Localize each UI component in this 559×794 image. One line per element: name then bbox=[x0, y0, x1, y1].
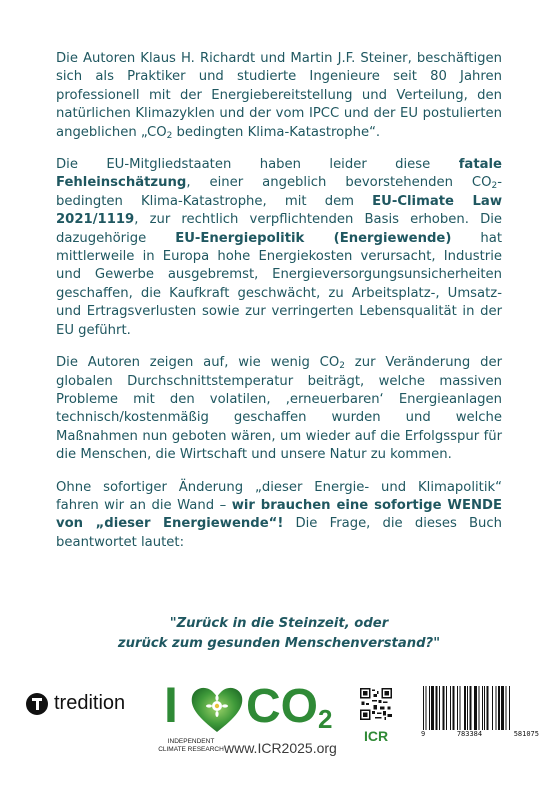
text-run: Ohne sofortiger Änderung „dieser Energie- und Klimapolitik“ fahren wir an die Wand – bbox=[56, 479, 502, 513]
blurb-text bbox=[56, 50, 502, 566]
heart-globe-icon bbox=[189, 684, 245, 734]
co2-wordmark bbox=[246, 682, 332, 744]
icr-caption bbox=[158, 738, 224, 754]
subscript: 2 bbox=[339, 361, 345, 372]
barcode-bar bbox=[474, 686, 477, 730]
barcode-bar bbox=[439, 686, 440, 730]
barcode-bar bbox=[467, 686, 468, 730]
tredition-logo-icon bbox=[26, 693, 48, 715]
icr-mini-logo: ICR bbox=[364, 728, 389, 744]
paragraph bbox=[56, 156, 502, 340]
paragraph bbox=[56, 50, 502, 142]
barcode-bar bbox=[459, 686, 460, 730]
text-run: -bedingten Klima-Katastrophe, mit dem bbox=[56, 175, 502, 209]
subscript: 2 bbox=[166, 130, 173, 141]
barcode-bar bbox=[423, 686, 424, 730]
quote-line-2: zurück zum gesunden Menschenverstand?" bbox=[117, 636, 441, 651]
barcode-bar bbox=[484, 686, 485, 730]
text-run: Die EU-Mitgliedstaaten haben leider diese bbox=[56, 157, 459, 173]
quote-line-1: "Zurück in die Steinzeit, oder bbox=[169, 616, 389, 631]
closing-question bbox=[56, 614, 502, 654]
barcode-bar bbox=[498, 686, 500, 730]
icr-caption-line-2: CLIMATE RESEARCH bbox=[158, 746, 224, 753]
publisher-name: tredition bbox=[54, 692, 126, 714]
barcode-bar bbox=[487, 686, 489, 730]
text-run: zur Veränderung der globalen Durchschnittstemperatur beiträgt, welche massiven Probleme mit den volatilen, ‚erneuerbaren‘ Energieanlagen technisch/kostenmäßig geschaffen wurden und welche Maßnahmen nun geboten wären, um wieder auf die Erfolgsspur für die Menschen, die Wirtschaft und unsere Natur zu kommen. bbox=[56, 355, 502, 463]
isbn-digit-group-3: 581075 bbox=[513, 730, 539, 738]
icr-caption-line-1: INDEPENDENT bbox=[167, 738, 215, 745]
paragraph bbox=[56, 479, 502, 553]
emphasis-text: EU-Climate Law 2021/1119 bbox=[56, 193, 502, 228]
barcode-icon bbox=[421, 686, 539, 730]
i-letter: I bbox=[164, 677, 178, 733]
text-run: , einer angeblich bevorstehenden CO bbox=[186, 175, 492, 191]
barcode-bar bbox=[495, 686, 496, 730]
text-run: bedingten Klima-Katastrophe“. bbox=[172, 124, 381, 140]
barcode-bar bbox=[464, 686, 466, 730]
barcode-bar bbox=[457, 686, 458, 730]
text-run: Die Frage, die dieses Buch beantwortet lautet: bbox=[56, 516, 502, 550]
emphasis-text: EU-Energiepolitik (Energiewende) bbox=[175, 230, 452, 246]
barcode-bar bbox=[506, 686, 507, 730]
barcode-bar bbox=[431, 686, 434, 730]
emphasis-text: wir brauchen eine sofortige WENDE von „dieser Energiewende“! bbox=[56, 497, 502, 532]
barcode-bar bbox=[446, 686, 447, 730]
isbn-digit-group-2: 783384 bbox=[456, 730, 483, 738]
barcode-bar bbox=[482, 686, 483, 730]
text-run: , zur rechtlich verpflichtenden Basis erhoben. Die dazugehörige bbox=[56, 212, 502, 246]
barcode-bar bbox=[509, 686, 510, 730]
icr-logo bbox=[158, 677, 358, 768]
barcode-bar bbox=[450, 686, 451, 730]
paragraph bbox=[56, 354, 502, 464]
barcode-bar bbox=[492, 686, 493, 730]
text-run: Die Autoren Klaus H. Richardt und Martin J.F. Steiner, beschäftigen sich als Praktiker und studierte Ingenieure seit 80 Jahren professionell mit der Energiebereitstellung und Verteilung, den natürlichen Klimazyklen und der vom IPCC und der EU postulierten angeblichen „CO bbox=[56, 51, 502, 140]
co2-subscript: 2 bbox=[318, 704, 333, 734]
isbn-digits bbox=[421, 730, 539, 738]
barcode-bar bbox=[478, 686, 479, 730]
website-url: www.ICR2025.org bbox=[224, 740, 337, 756]
publisher-logo bbox=[26, 692, 125, 715]
isbn-digit-group-1: 9 bbox=[421, 730, 426, 738]
text-run: hat mittlerweile in Europa hohe Energiekosten verursacht, Industrie und Gewerbe ausgebremst, Energieversorgungsunsicherheiten geschaffen, die Kaufkraft geschwächt, zu Arbeitsplatz-, Umsatz- und Ertragsverlusten sowie zur verringerten Lebensqualität in der EU geführt. bbox=[56, 230, 502, 338]
barcode-bar bbox=[453, 686, 455, 730]
barcode-bar bbox=[429, 686, 430, 730]
text-run: Die Autoren zeigen auf, wie wenig CO bbox=[56, 355, 340, 371]
co2-main: CO bbox=[246, 680, 318, 733]
barcode-bar bbox=[442, 686, 444, 730]
qr-code-icon bbox=[360, 688, 392, 720]
barcode-bar bbox=[436, 686, 438, 730]
barcode-bar bbox=[425, 686, 426, 730]
barcode-bar bbox=[470, 686, 472, 730]
barcode-bar bbox=[501, 686, 504, 730]
emphasis-text: fatale Fehleinschätzung bbox=[56, 157, 502, 191]
subscript: 2 bbox=[491, 181, 498, 192]
footer bbox=[0, 668, 559, 768]
